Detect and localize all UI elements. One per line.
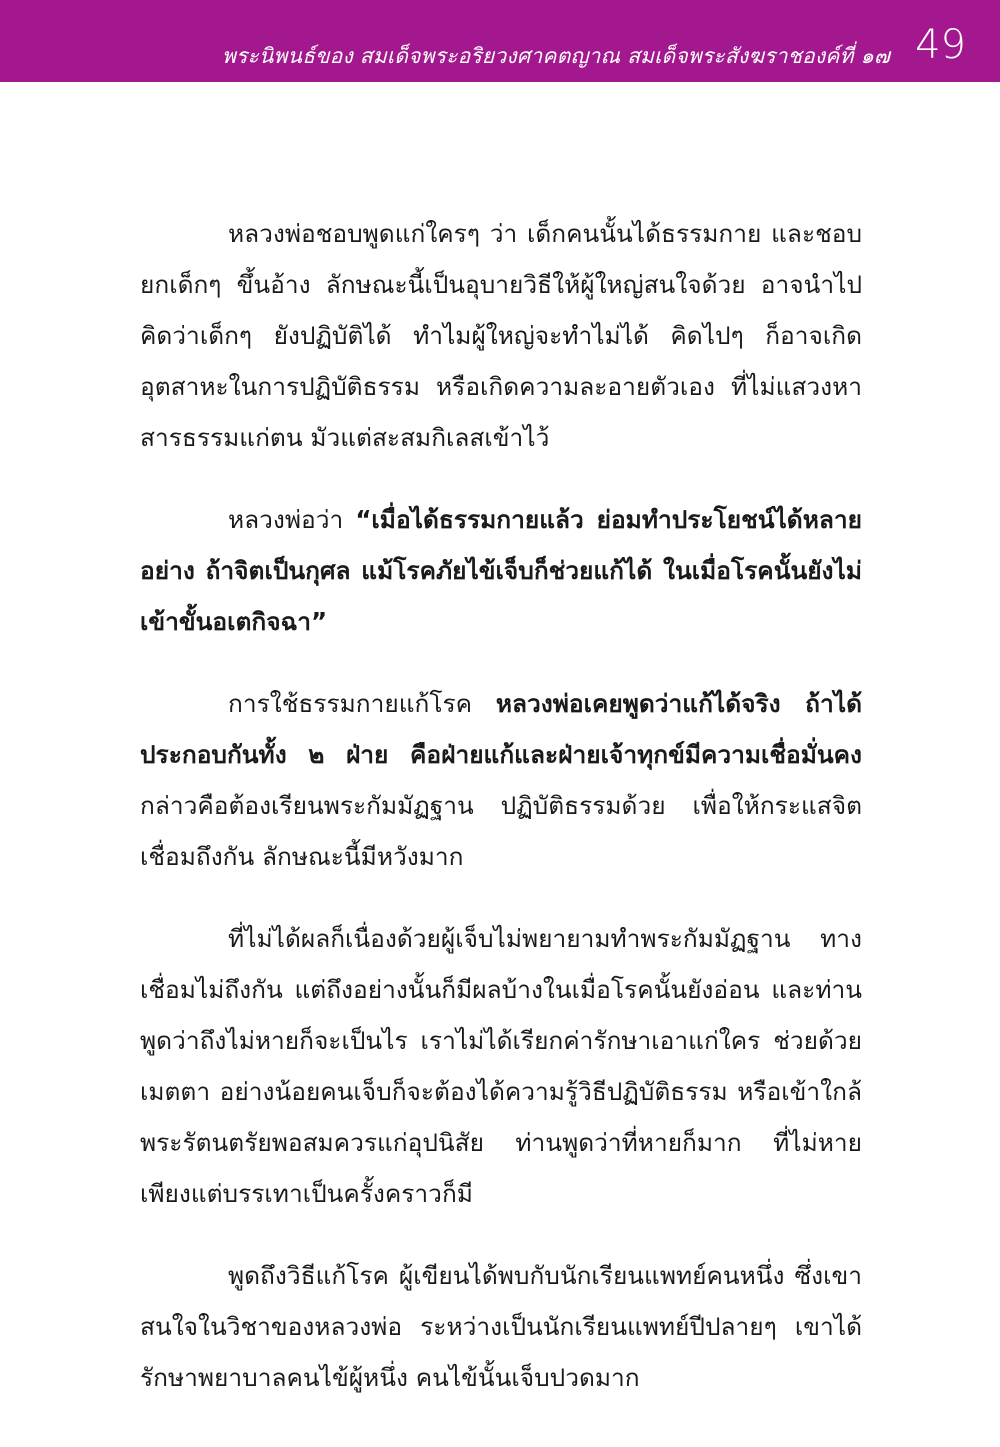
paragraph-2-quote: “เมื่อได้ธรรมกายแล้ว ย่อมทำประโยชน์ได้หลายอย่าง ถ้าจิตเป็นกุศล แม้โรคภัยไข้เจ็บก็ช่วยแก้ได้ ในเมื่อโรคนั้นยังไม่เข้าขั้นอเตกิจฉา” [140,505,862,636]
paragraph-3-tail: กล่าวคือต้องเรียนพระกัมมัฏฐาน ปฏิบัติธรรมด้วย เพื่อให้กระแสจิตเชื่อมถึงกัน ลักษณะนี้มีหวังมาก [140,791,862,871]
paragraph-5-text: พูดถึงวิธีแก้โรค ผู้เขียนได้พบกับนักเรียนแพทย์คนหนึ่ง ซึ่งเขาสนใจในวิชาของหลวงพ่อ ระหว่างเป็นนักเรียนแพทย์ปีปลายๆ เขาได้รักษาพยาบาลคนไข้ผู้หนึ่ง คนไข้นั้นเจ็บปวดมาก [140,1261,862,1392]
paragraph-4 [140,913,862,1219]
paragraph-2 [140,494,862,647]
paragraph-4-text: ที่ไม่ได้ผลก็เนื่องด้วยผู้เจ็บไม่พยายามทำพระกัมมัฏฐาน ทางเชื่อมไม่ถึงกัน แต่ถึงอย่างนั้นก็มีผลบ้างในเมื่อโรคนั้นยังอ่อน และท่านพูดว่าถึงไม่หายก็จะเป็นไร เราไม่ได้เรียกค่ารักษาเอาแก่ใคร ช่วยด้วยเมตตา อย่างน้อยคนเจ็บก็จะต้องได้ความรู้วิธีปฏิบัติธรรม หรือเข้าใกล้พระรัตนตรัยพอสมควรแก่อุปนิสัย ท่านพูดว่าที่หายก็มาก ที่ไม่หายเพียงแต่บรรเทาเป็นครั้งคราวก็มี [140,924,862,1208]
paragraph-2-lead: หลวงพ่อว่า [228,505,356,534]
paragraph-3-lead: การใช้ธรรมกายแก้โรค [228,689,496,718]
paragraph-1 [140,208,862,463]
paragraph-1-text: หลวงพ่อชอบพูดแก่ใครๆ ว่า เด็กคนนั้นได้ธรรมกาย และชอบยกเด็กๆ ขึ้นอ้าง ลักษณะนี้เป็นอุบายวิธีให้ผู้ใหญ่สนใจด้วย อาจนำไปคิดว่าเด็กๆ ยังปฏิบัติได้ ทำไมผู้ใหญ่จะทำไม่ได้ คิดไปๆ ก็อาจเกิดอุตสาหะในการปฏิบัติธรรม หรือเกิดความละอายตัวเอง ที่ไม่แสวงหาสารธรรมแก่ตน มัวแต่สะสมกิเลสเข้าไว้ [140,219,862,452]
header-band [0,0,1000,82]
paragraph-3 [140,678,862,882]
page-body [140,208,862,1434]
running-header-title: พระนิพนธ์ของ สมเด็จพระอริยวงศาคตญาณ สมเด็จพระสังฆราชองค์ที่ ๑๗ [221,44,890,68]
paragraph-3-emphasis: หลวงพ่อเคยพูดว่าแก้ได้จริง ถ้าได้ประกอบกันทั้ง ๒ ฝ่าย คือฝ่ายแก้และฝ่ายเจ้าทุกข์มีความเชื่อมั่นคง [140,689,862,769]
page-number: 49 [915,22,966,68]
paragraph-5 [140,1250,862,1403]
